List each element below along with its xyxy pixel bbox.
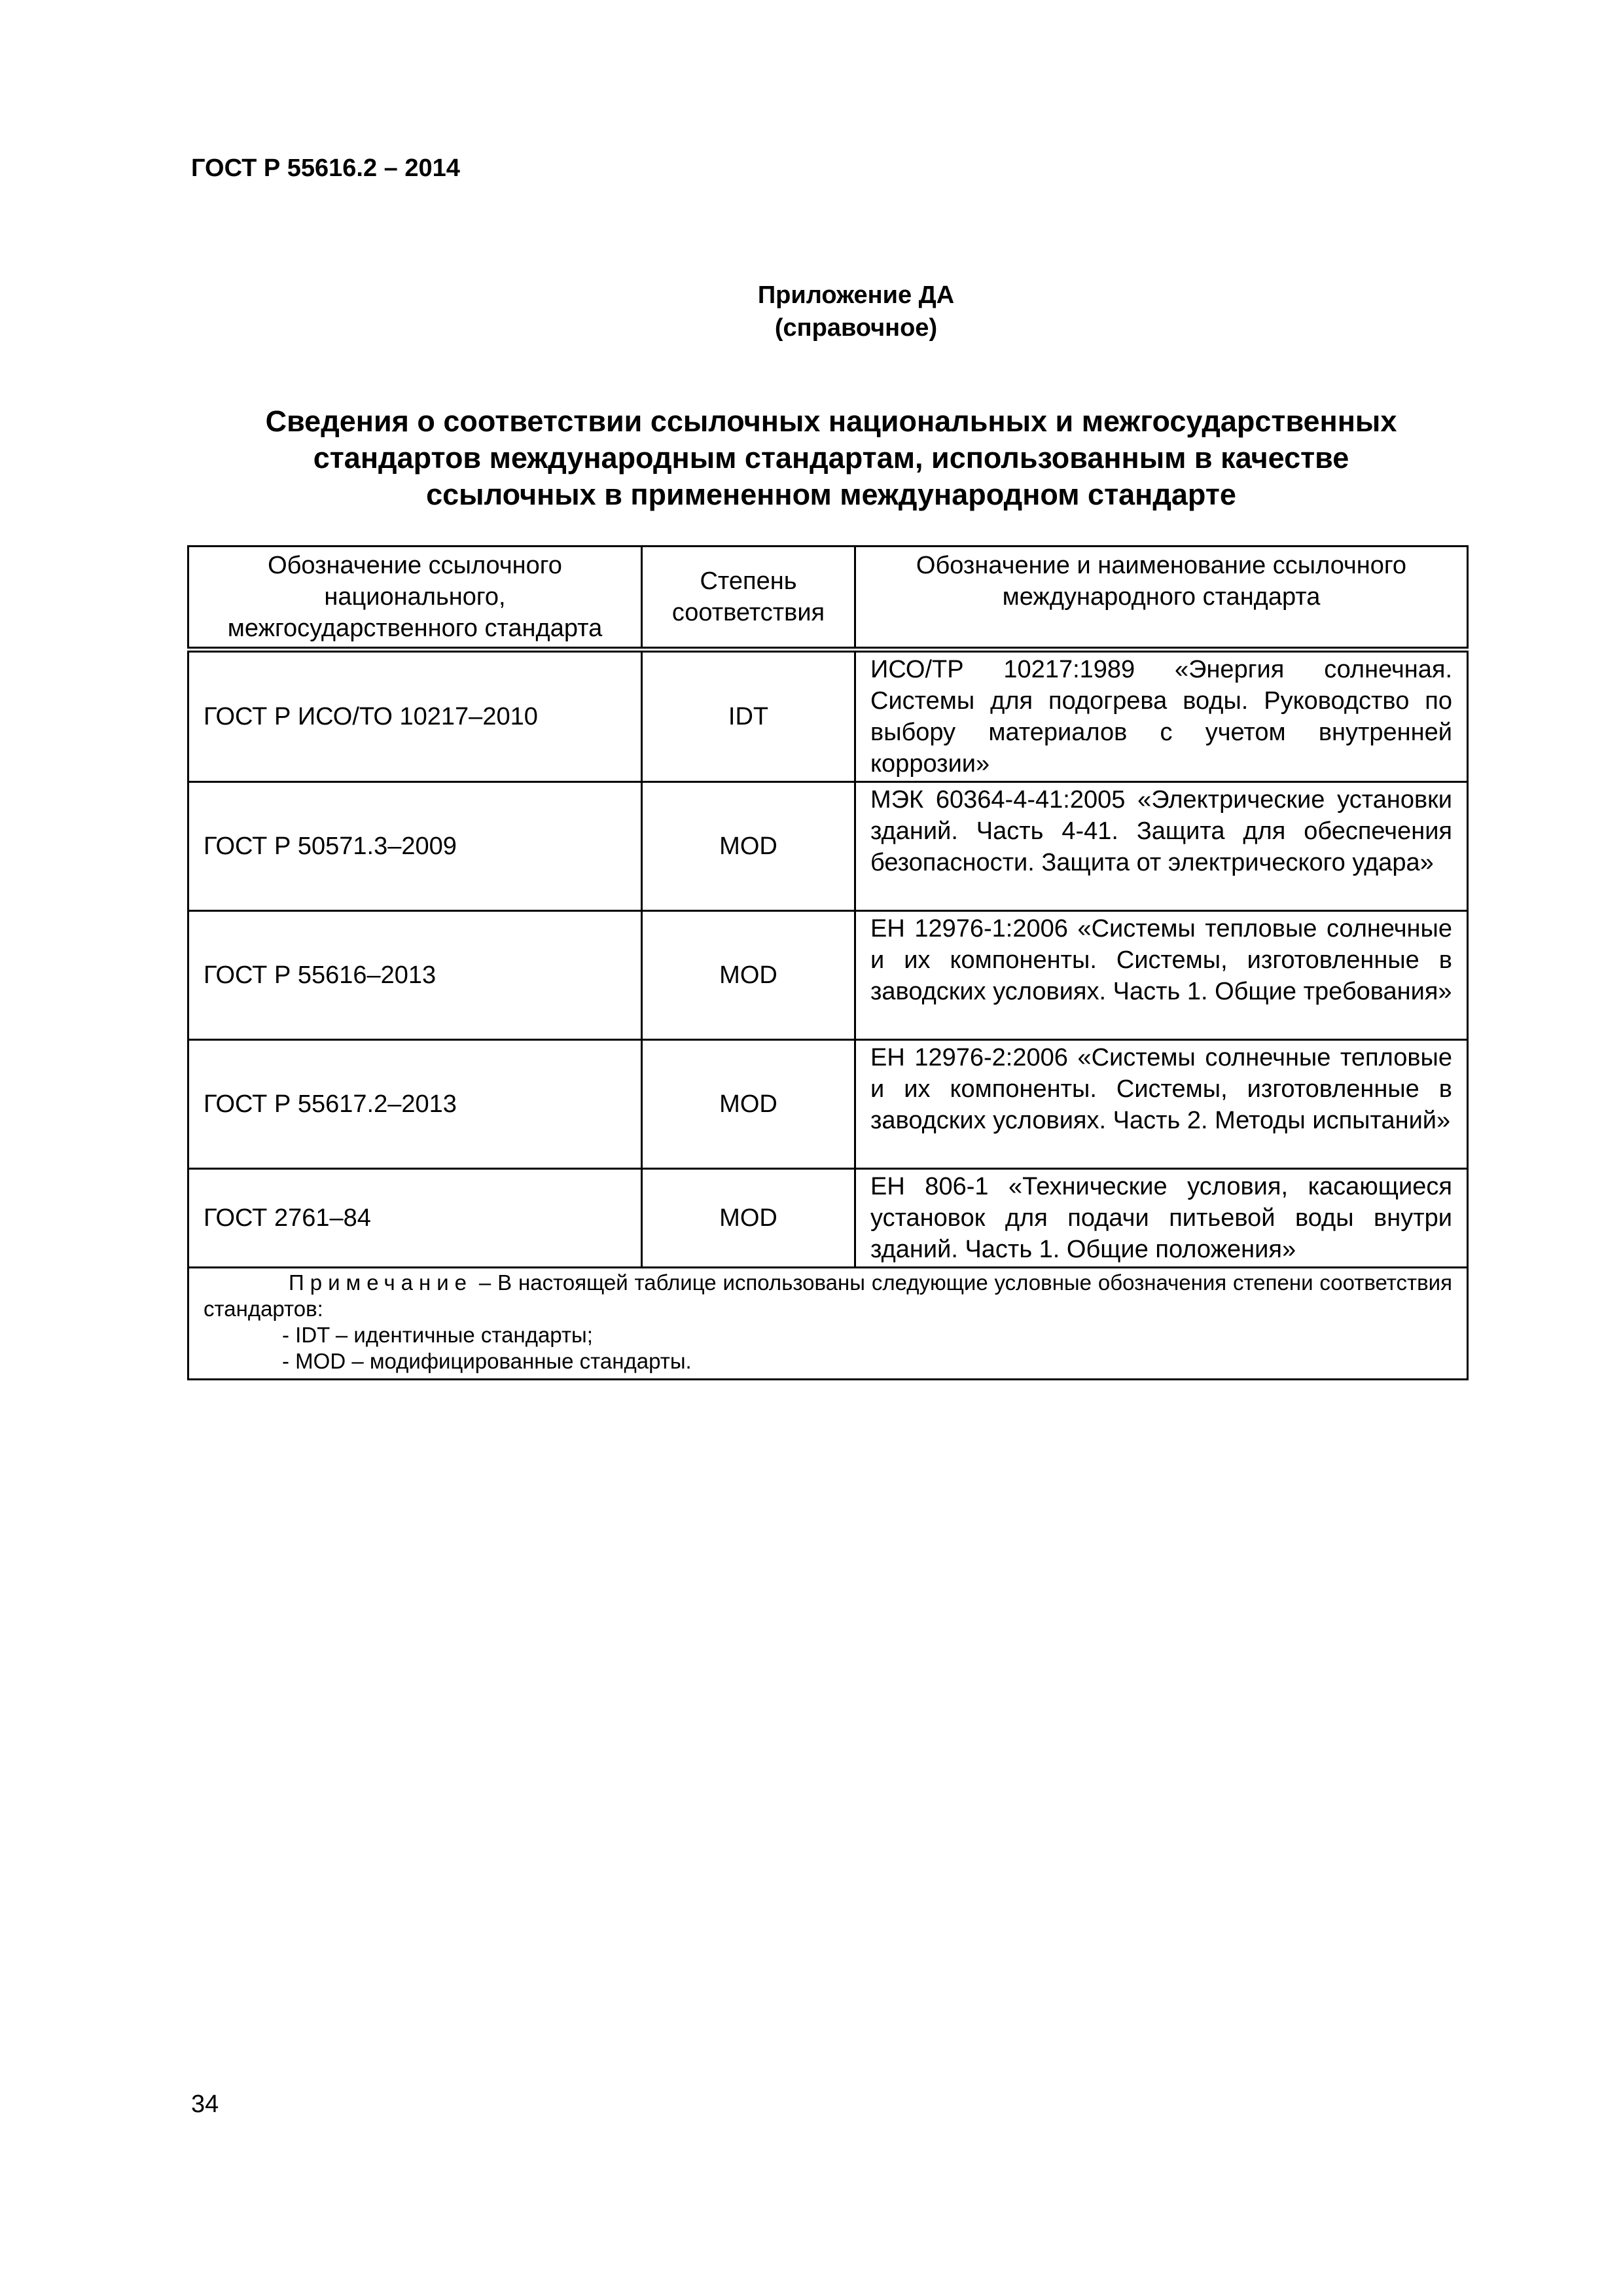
title-line: Сведения о соответствии ссылочных национальных и межгосударственных bbox=[265, 404, 1397, 438]
appendix-heading bbox=[0, 279, 1623, 344]
section-title bbox=[190, 403, 1472, 513]
international-standard-cell: ИСО/ТР 10217:1989 «Энергия солнечная. Системы для подогрева воды. Руководство по выбору материалов с учетом внутренней коррозии» bbox=[855, 650, 1468, 782]
degree-cell: MOD bbox=[642, 911, 855, 1040]
degree-cell: MOD bbox=[642, 1169, 855, 1268]
note-body: – В настоящей таблице использованы следующие условные обозначения степени соответствия стандартов: bbox=[204, 1270, 1452, 1321]
appendix-kind: (справочное) bbox=[774, 314, 938, 342]
table-note bbox=[188, 1268, 1468, 1380]
title-line: стандартов международным стандартам, использованным в качестве bbox=[313, 441, 1349, 475]
table-note-row bbox=[188, 1268, 1468, 1380]
international-standard-cell: МЭК 60364-4-41:2005 «Электрические установки зданий. Часть 4-41. Защита для обеспечения безопасности. Защита от электрического удара» bbox=[855, 782, 1468, 911]
national-standard-cell: ГОСТ Р 55616–2013 bbox=[188, 911, 642, 1040]
international-standard-cell: ЕН 806-1 «Технические условия, касающиеся установок для подачи питьевой воды внутри зданий. Часть 1. Общие положения» bbox=[855, 1169, 1468, 1268]
title-line: ссылочных в примененном международном стандарте bbox=[426, 478, 1236, 511]
note-text bbox=[204, 1270, 1452, 1322]
note-item-mod: - MOD – модифицированные стандарты. bbox=[282, 1349, 692, 1373]
international-standard-cell: ЕН 12976-2:2006 «Системы солнечные тепловые и их компоненты. Системы, изготовленные в заводских условиях. Часть 2. Методы испытаний» bbox=[855, 1040, 1468, 1169]
national-standard-cell: ГОСТ Р 55617.2–2013 bbox=[188, 1040, 642, 1169]
table-row bbox=[188, 650, 1468, 782]
national-standard-cell: ГОСТ Р ИСО/ТО 10217–2010 bbox=[188, 650, 642, 782]
table-row bbox=[188, 1040, 1468, 1169]
national-standard-cell: ГОСТ 2761–84 bbox=[188, 1169, 642, 1268]
page-number: 34 bbox=[191, 2090, 219, 2118]
table-header-row bbox=[188, 547, 1468, 650]
table-row bbox=[188, 782, 1468, 911]
national-standard-cell: ГОСТ Р 50571.3–2009 bbox=[188, 782, 642, 911]
international-standard-cell: ЕН 12976-1:2006 «Системы тепловые солнечные и их компоненты. Системы, изготовленные в заводских условиях. Часть 1. Общие требования» bbox=[855, 911, 1468, 1040]
document-id: ГОСТ Р 55616.2 – 2014 bbox=[191, 154, 460, 182]
note-label: Примечание bbox=[289, 1270, 473, 1295]
header-national-standard: Обозначение ссылочного национального, межгосударственного стандарта bbox=[188, 547, 642, 650]
table-row bbox=[188, 1169, 1468, 1268]
table-row bbox=[188, 911, 1468, 1040]
note-item-idt: - IDT – идентичные стандарты; bbox=[282, 1323, 593, 1347]
degree-cell: IDT bbox=[642, 650, 855, 782]
correspondence-table bbox=[187, 545, 1469, 1380]
header-international-standard: Обозначение и наименование ссылочного международного стандарта bbox=[855, 547, 1468, 650]
degree-cell: MOD bbox=[642, 1040, 855, 1169]
appendix-label: Приложение ДА bbox=[757, 281, 955, 309]
degree-cell: MOD bbox=[642, 782, 855, 911]
header-degree: Степень соответствия bbox=[642, 547, 855, 650]
